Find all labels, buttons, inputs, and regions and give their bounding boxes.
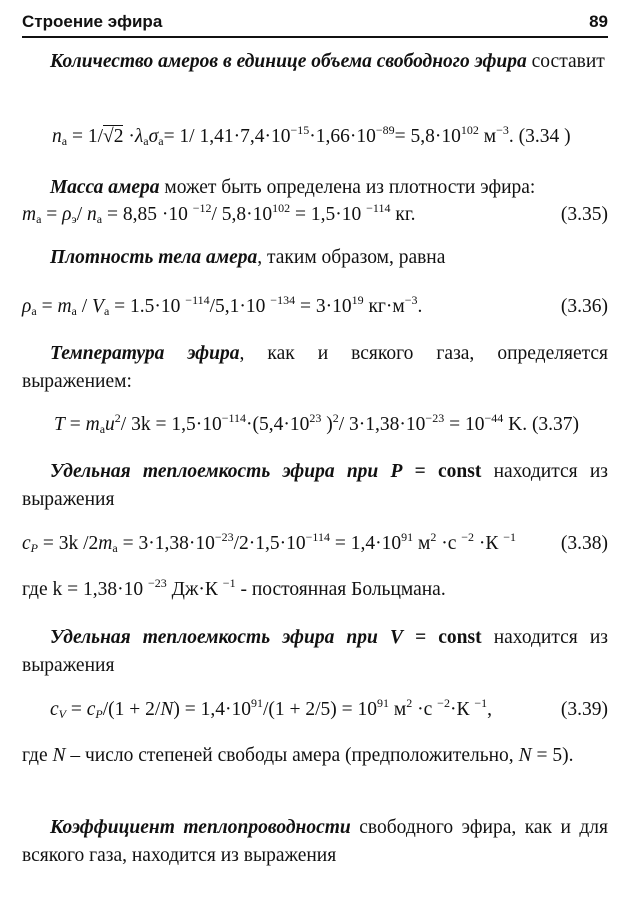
paragraph-heat-capacity-v: Удельная теплоемкость эфира при V = const находится из выражения [22, 627, 608, 676]
term-heat-capacity: Удельная теплоемкость эфира при [50, 627, 390, 648]
equation-number: (3.36) [560, 296, 608, 317]
term-amer-density: Плотность тела амера [50, 247, 258, 268]
page-header [22, 8, 608, 38]
paragraph-ether-amer-count [22, 48, 608, 76]
formula-expression: $c_P = 3k$ $/2m_а = 3\cdot 1,38\cdot 10^{-23}/2\cdot 1,5\cdot 10^{-114} = 1,4\cdot 10^{91}$ $м^2 \cdot с$ $^{-2}$ ·К $^{-1}$ [22, 530, 517, 555]
paragraph-text: находится из выражения [22, 627, 608, 676]
paragraph-amer-mass [22, 174, 608, 202]
paragraph-text: свободного эфира, как и для всякого газа, находится из выражения [22, 817, 608, 866]
term-amer-mass: Масса амера [50, 177, 160, 198]
term-heat-capacity: Удельная теплоемкость эфира при [50, 461, 391, 482]
equation-number: (3.35) [560, 204, 608, 225]
paragraph-ether-temperature [22, 340, 608, 396]
paragraph-text: составит [526, 51, 605, 72]
page-number: 89 [589, 12, 608, 31]
term-amer-count: Количество амеров в единице объема свободного эфира [50, 51, 527, 72]
formula-expression: $\rho_а = m_а / V_а = 1.5\cdot 10$ $^{-114}$/5,1·10 $^{-134} = 3\cdot 10^{19}$ $кг\cdot м^{-3}$. [22, 293, 423, 318]
running-title: Строение эфира [22, 12, 163, 31]
paragraph-amer-density [22, 244, 608, 272]
paragraph-text: , таким образом, равна [257, 247, 446, 268]
formula-expression: $T = m_аu^2/$ $3k = 1,5\cdot 10^{-114}\cdot(5,4\cdot 10^{23}$ )$^2$/ $3\cdot 1,38\cdot 10^{-23} = 10^{-44}$ K. (3.37) [54, 411, 580, 436]
paragraph-degrees-of-freedom: где N – число степеней свободы амера (предположительно, N = 5). [22, 745, 574, 766]
equation-number: (3.39) [560, 699, 608, 720]
term-ether-temperature: Температура эфира [50, 343, 240, 364]
term-thermal-conductivity: Коэффициент теплопроводности [50, 817, 351, 838]
paragraph-text: может быть определена из плотности эфира: [159, 177, 536, 198]
paragraph-thermal-conductivity [22, 814, 608, 870]
equation-number: (3.38) [560, 533, 608, 554]
formula-expression: $n_а = 1/√2 \cdot\lambda_а\sigma_а= 1/$ $1,41\cdot 7,4\cdot 10^{-15}\cdot 1,66\cdot 10^{-89}= 5,8\cdot 10^{102}$ $м^{-3}$. (3.34 ) [52, 123, 571, 148]
paragraph-text: , как и всякого газа, определяется выражением: [22, 343, 608, 392]
paragraph-boltzmann: где k = 1,38·10 $^{-23}$ Дж·К $^{-1}$ - постоянная Больцмана. [22, 576, 446, 600]
formula-expression: $m_а = \rho_э/$ $n_а = 8,85 \cdot 10$ $^{-12}$/ $5,8\cdot 10^{102} = 1,5\cdot 10$ $^{-114}$ кг. [22, 201, 416, 226]
paragraph-heat-capacity-p: Удельная теплоемкость эфира при P = const находится из выражения [22, 461, 608, 510]
paragraph-text: находится из выражения [22, 461, 608, 510]
formula-expression: $c_V = c_P/(1 + 2/N) = 1,4\cdot 10^{91}/(1 + 2/5) = 10^{91}$ $м^2 \cdot с$ $^{-2}$·К $^{-1}$, [50, 696, 492, 721]
